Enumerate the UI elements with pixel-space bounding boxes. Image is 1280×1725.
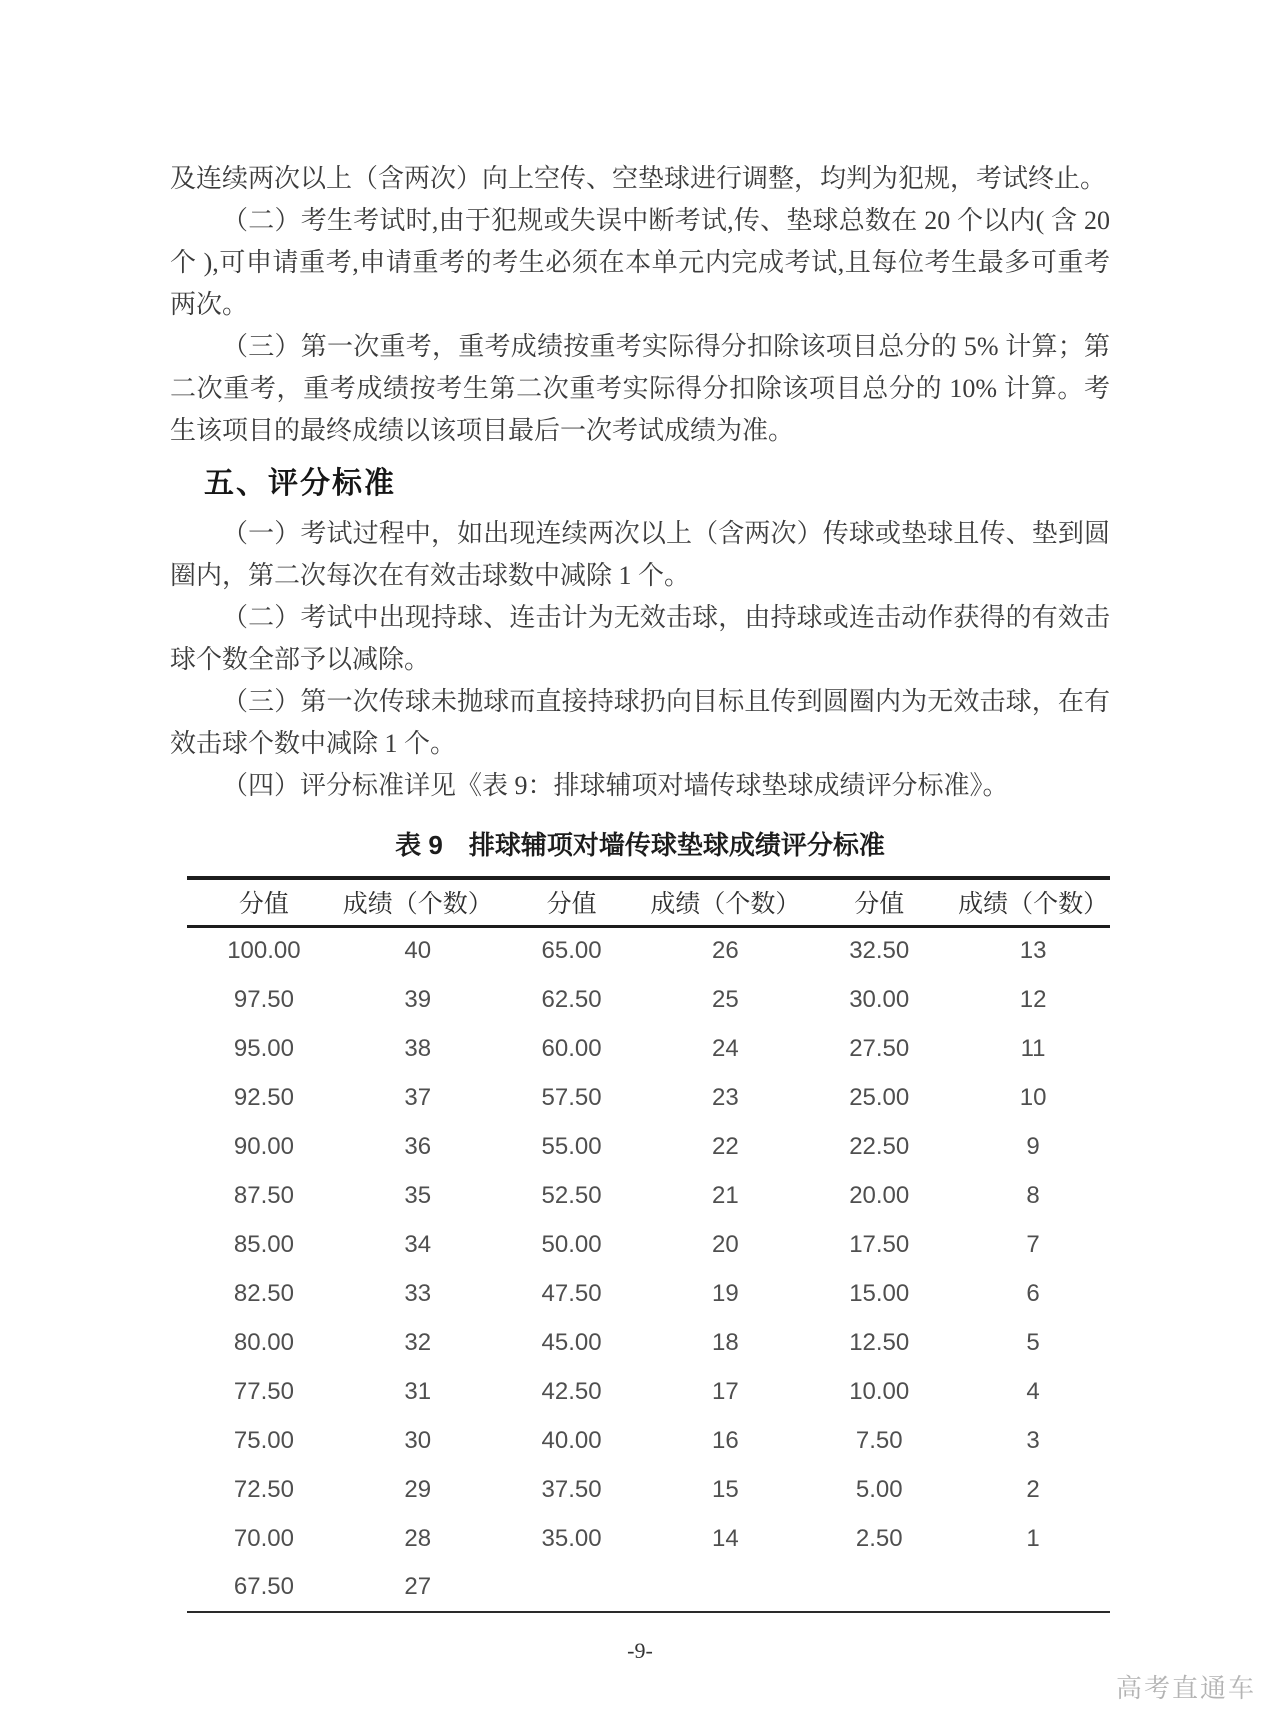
table-cell: 95.00 — [233, 1034, 294, 1062]
table-cell: 38 — [404, 1034, 432, 1062]
table-cell: 5.00 — [855, 1475, 903, 1503]
table-cell: 13 — [1019, 937, 1047, 965]
table-cell: 30.00 — [849, 985, 910, 1013]
table-cell: 57.50 — [541, 1083, 602, 1111]
table-cell: 20 — [712, 1230, 739, 1258]
scoring-item-1: （一）考试过程中，如出现连续两次以上（含两次）传球或垫球且传、垫到圆圈内，第二次每次在有效击球数中减除 1 个。 — [170, 519, 1110, 590]
table-cell: 40.00 — [541, 1426, 602, 1454]
table-cell: 24 — [712, 1034, 739, 1062]
table-cell: 42.50 — [541, 1377, 602, 1405]
table-cell: 39 — [404, 985, 432, 1013]
table-cell: 19 — [712, 1279, 739, 1307]
table-cell: 70.00 — [233, 1524, 294, 1552]
table-row — [187, 1269, 1110, 1318]
table-cell: 37.50 — [541, 1475, 602, 1503]
table-cell: 82.50 — [233, 1279, 294, 1307]
table-cell: 2 — [1026, 1475, 1040, 1503]
table-cell: 45.00 — [541, 1328, 602, 1356]
column-header-count-3: 成绩（个数） — [956, 878, 1110, 926]
page-content — [170, 0, 1110, 1613]
table-cell: 34 — [404, 1230, 432, 1258]
table-cell: 21 — [712, 1181, 739, 1209]
watermark-label: 高考直通车 — [1115, 1674, 1256, 1703]
scoring-item-2: （二）考试中出现持球、连击计为无效击球，由持球或连击动作获得的有效击球个数全部予以减除。 — [170, 603, 1110, 674]
table-cell — [802, 1563, 956, 1612]
table-cell: 16 — [712, 1426, 739, 1454]
scoring-item-4: （四）评分标准详见《表 9：排球辅项对墙传球垫球成绩评分标准》。 — [222, 771, 1009, 800]
table-cell: 92.50 — [233, 1083, 294, 1111]
table-cell: 25.00 — [849, 1083, 910, 1111]
table-row — [187, 1318, 1110, 1367]
table-cell: 12 — [1019, 985, 1047, 1013]
table-cell: 6 — [1026, 1279, 1040, 1307]
table-row — [187, 1563, 1110, 1612]
table-cell: 28 — [404, 1524, 432, 1552]
table-cell: 2.50 — [855, 1524, 903, 1552]
table-cell: 27.50 — [849, 1034, 910, 1062]
table-cell: 52.50 — [541, 1181, 602, 1209]
table-cell: 20.00 — [849, 1181, 910, 1209]
table-cell: 3 — [1026, 1426, 1040, 1454]
table-row — [187, 1171, 1110, 1220]
table-cell: 97.50 — [233, 985, 294, 1013]
scoring-item-3: （三）第一次传球未抛球而直接持球扔向目标且传到圆圈内为无效击球，在有效击球个数中减除 1 个。 — [170, 687, 1110, 758]
table-cell: 31 — [404, 1377, 432, 1405]
table-cell — [956, 1563, 1110, 1612]
table-cell: 75.00 — [233, 1426, 294, 1454]
table-row — [187, 1073, 1110, 1122]
table-cell: 22.50 — [849, 1132, 910, 1160]
column-header-score-1: 分值 — [187, 878, 341, 926]
table-cell — [495, 1563, 649, 1612]
table-cell: 62.50 — [541, 985, 602, 1013]
table-cell: 7 — [1026, 1230, 1040, 1258]
table-cell: 4 — [1026, 1377, 1040, 1405]
column-header-score-3: 分值 — [802, 878, 956, 926]
table-body — [187, 926, 1110, 1612]
table-cell — [648, 1563, 802, 1612]
table-cell: 23 — [712, 1083, 739, 1111]
table-cell: 29 — [404, 1475, 432, 1503]
scoring-table — [187, 876, 1110, 1613]
paragraph-continuation: 及连续两次以上（含两次）向上空传、空垫球进行调整，均判为犯规，考试终止。 — [170, 164, 1107, 193]
column-header-count-2: 成绩（个数） — [648, 878, 802, 926]
table-cell: 80.00 — [233, 1328, 294, 1356]
table-cell: 25 — [712, 985, 739, 1013]
table-cell: 47.50 — [541, 1279, 602, 1307]
table-cell: 27 — [404, 1573, 432, 1600]
table-cell: 85.00 — [233, 1230, 294, 1258]
table-cell: 15.00 — [849, 1279, 910, 1307]
table-cell: 17 — [712, 1377, 739, 1405]
table-cell: 100.00 — [227, 937, 301, 965]
table-cell: 77.50 — [233, 1377, 294, 1405]
paragraph-rule-3: （三）第一次重考，重考成绩按重考实际得分扣除该项目总分的 5% 计算；第二次重考，重考成绩按考生第二次重考实际得分扣除该项目总分的 10% 计算。考生该项目的最终成绩以该项目最后一次考试成绩为准。 — [170, 332, 1110, 445]
paragraph-rule-2: （二）考生考试时,由于犯规或失误中断考试,传、垫球总数在 20 个以内( 含 20 个 ),可申请重考,申请重考的考生必须在本单元内完成考试,且每位考生最多可重考两次。 — [170, 206, 1110, 319]
table-row — [187, 1416, 1110, 1465]
table-header-row — [187, 878, 1110, 926]
table-cell: 10 — [1019, 1083, 1047, 1111]
table-cell: 15 — [712, 1475, 739, 1503]
table-cell: 9 — [1026, 1132, 1040, 1160]
table-cell: 30 — [404, 1426, 432, 1454]
table-cell: 50.00 — [541, 1230, 602, 1258]
table-cell: 12.50 — [849, 1328, 910, 1356]
table-cell: 1 — [1026, 1524, 1040, 1552]
table-cell: 90.00 — [233, 1132, 294, 1160]
page-number: -9- — [627, 1638, 653, 1663]
table-cell: 67.50 — [233, 1573, 294, 1600]
table-cell: 87.50 — [233, 1181, 294, 1209]
table-row — [187, 1514, 1110, 1563]
table-cell: 65.00 — [541, 937, 602, 965]
table-cell: 22 — [712, 1132, 739, 1160]
table-cell: 36 — [404, 1132, 432, 1160]
table-row — [187, 1024, 1110, 1073]
table-cell: 60.00 — [541, 1034, 602, 1062]
table-cell: 32.50 — [849, 937, 910, 965]
table-cell: 10.00 — [849, 1377, 910, 1405]
table-cell: 5 — [1026, 1328, 1040, 1356]
table-row — [187, 1465, 1110, 1514]
table-row — [187, 975, 1110, 1024]
table-title: 表 9 排球辅项对墙传球垫球成绩评分标准 — [395, 830, 885, 860]
table-cell: 14 — [712, 1524, 739, 1552]
table-cell: 32 — [404, 1328, 432, 1356]
table-cell: 72.50 — [233, 1475, 294, 1503]
table-row — [187, 1122, 1110, 1171]
table-cell: 40 — [404, 937, 432, 965]
table-cell: 18 — [712, 1328, 739, 1356]
table-cell: 11 — [1020, 1034, 1046, 1062]
table-cell: 37 — [404, 1083, 432, 1111]
column-header-count-1: 成绩（个数） — [341, 878, 495, 926]
table-cell: 35 — [404, 1181, 432, 1209]
section-heading: 五、评分标准 — [204, 467, 396, 500]
table-cell: 35.00 — [541, 1524, 602, 1552]
table-cell: 17.50 — [849, 1230, 910, 1258]
table-cell: 26 — [712, 937, 739, 965]
table-row — [187, 926, 1110, 975]
table-cell: 55.00 — [541, 1132, 602, 1160]
table-cell: 8 — [1026, 1181, 1040, 1209]
table-cell: 33 — [404, 1279, 432, 1307]
table-row — [187, 1220, 1110, 1269]
table-cell: 7.50 — [855, 1426, 903, 1454]
column-header-score-2: 分值 — [495, 878, 649, 926]
table-row — [187, 1367, 1110, 1416]
